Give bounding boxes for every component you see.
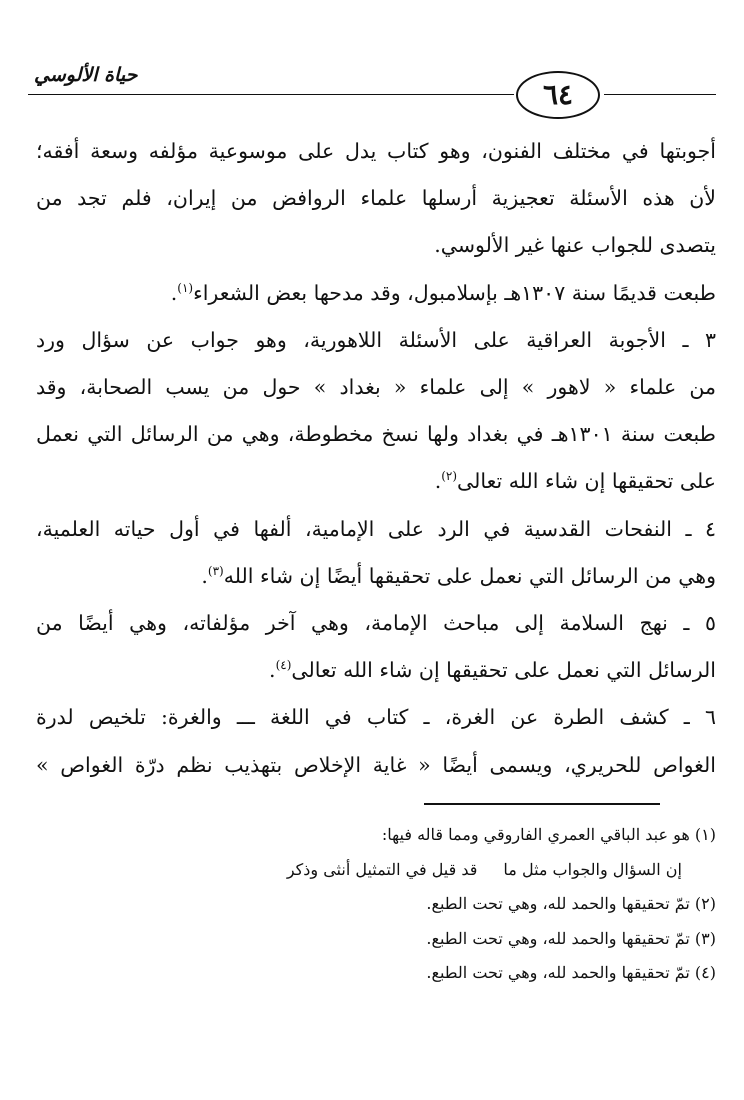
text-line: طبعت سنة ١٣٠١هـ في بغداد ولها نسخ مخطوطة، وهي من الرسائل التي نعمل <box>36 422 716 447</box>
text-line: وهي من الرسائل التي نعمل على تحقيقها أيضًا إن شاء الله$^{(٣)}$. <box>201 563 716 588</box>
footnote-3: (٣) تمّ تحقيقها والحمد لله، وهي تحت الطبع. <box>426 928 716 948</box>
running-title: حياة الألوسي <box>34 64 138 86</box>
footnote-2: (٢) تمّ تحقيقها والحمد لله، وهي تحت الطبع. <box>426 894 716 913</box>
footnote-ref-3: (٣) <box>207 564 224 578</box>
text-line: من علماء « لاهور » إلى علماء « بغداد » حول من يسب الصحابة، وقد <box>36 375 716 400</box>
verse-first-hemistich: إن السؤال والجواب مثل ما <box>503 859 682 879</box>
text-line: طبعت قديمًا سنة ١٣٠٧هـ بإسلامبول، وقد مدحها بعض الشعراء$^{(١)}$. <box>170 280 716 305</box>
footnote-verse <box>150 853 716 888</box>
text-line: الغواص للحريري، ويسمى أيضًا « غاية الإخلاص بتهذيب نظم درّة الغواص » <box>36 752 716 777</box>
footnote-ref-2: (٢) <box>441 469 458 484</box>
text-line: لأن هذه الأسئلة تعجيزية أرسلها علماء الروافض من إيران، فلم تجد من <box>36 186 716 211</box>
header-rule-left <box>28 94 514 95</box>
text-line: يتصدى للجواب عنها غير الألوسي. <box>434 233 716 258</box>
text-line: أجوبتها في مختلف الفنون، وهو كتاب يدل على موسوعية مؤلفه وسعة أفقه؛ <box>36 139 716 163</box>
footnote-separator <box>424 803 660 805</box>
footnote-ref-1: (١) <box>177 280 194 295</box>
footnote-ref-4: (٤) <box>275 658 292 673</box>
header-rule-right <box>604 94 716 95</box>
main-text <box>36 128 716 789</box>
footnote-4: (٤) تمّ تحقيقها والحمد لله، وهي تحت الطبع. <box>426 963 716 982</box>
text-line: ٦ ـ كشف الطرة عن الغرة، ـ كتاب في اللغة ـــ والغرة: تلخيص لدرة <box>36 705 716 730</box>
footnotes <box>150 818 716 991</box>
footnote-1: (١) هو عبد الباقي العمري الفاروقي ومما قاله فيها: <box>381 825 716 844</box>
verse-second-hemistich: قد قيل في التمثيل أنثى وذكر <box>286 859 478 879</box>
text-line: ٥ ـ نهج السلامة إلى مباحث الإمامة، وهي آخر مؤلفاته، وهي أيضًا من <box>36 611 716 636</box>
text-line: ٣ ـ الأجوبة العراقية على الأسئلة اللاهورية، وهو جواب عن سؤال ورد <box>36 327 716 352</box>
page-header <box>0 58 744 128</box>
text-line: ٤ ـ النفحات القدسية في الرد على الإمامية، ألفها في أول حياته العلمية، <box>36 516 716 541</box>
page-number: ٦٤ <box>516 71 600 119</box>
text-line: الرسائل التي نعمل على تحقيقها إن شاء الله تعالى$^{(٤)}$. <box>269 658 716 683</box>
text-line: على تحقيقها إن شاء الله تعالى$^{(٢)}$. <box>434 469 716 494</box>
